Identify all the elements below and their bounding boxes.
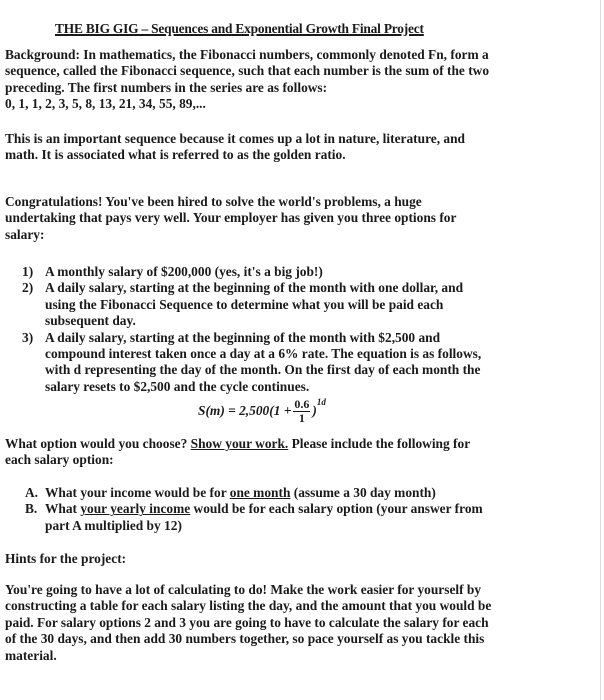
show-work-emphasis: Show your work. xyxy=(190,436,289,451)
salary-formula xyxy=(198,398,326,425)
option-text: A monthly salary of $200,000 (yes, it's a big job!) xyxy=(45,264,323,279)
salary-option xyxy=(5,330,495,396)
item-text: What xyxy=(45,501,81,517)
salary-options-list xyxy=(5,264,495,395)
background-paragraph xyxy=(5,47,495,113)
deliverables-list xyxy=(5,485,495,534)
option-text: A daily salary, starting at the beginning of the month with $2,500 and compound interest taken once a day at a 6% rate. The equation is as follows, with d representing the day of the month. On the first day of each month the salary resets to $2,500 and the cycle continues. xyxy=(45,329,482,394)
formula-lhs: S(m) = 2,500(1 + xyxy=(198,403,292,419)
fraction-numerator: 0.6 xyxy=(294,397,310,411)
item-letter: B. xyxy=(25,501,38,517)
hints-paragraph: You're going to have a lot of calculating to do! Make the work easier for yourself by constructing a table for each salary listing the day, and the amount that you would be paid. For salary options 2 and 3 you are going to have to calculate the salary for each of the 30 days, and then add 30 numbers together, so pace yourself as you tackle this material. xyxy=(5,582,492,663)
document-title: THE BIG GIG – Sequences and Exponential Growth Final Project xyxy=(55,21,424,36)
congrats-paragraph: Congratulations! You've been hired to solve the world's problems, a huge undertaking that pays very well. Your employer has given you three options for salary: xyxy=(5,194,457,242)
question-paragraph xyxy=(5,436,495,469)
question-text-end: Please include the following for each salary option: xyxy=(5,436,470,468)
item-emphasis: one month xyxy=(229,485,291,500)
importance-paragraph: This is an important sequence because it comes up a lot in nature, literature, and math. It is associated what is referred to as the golden ratio. xyxy=(5,131,466,163)
salary-option xyxy=(5,264,495,280)
hints-heading: Hints for the project: xyxy=(5,551,127,566)
deliverable-item xyxy=(5,501,495,534)
option-number: 2) xyxy=(22,280,34,296)
item-text-end: (assume a 30 day month) xyxy=(290,485,436,500)
question-text: What option would you choose? xyxy=(5,436,191,451)
item-emphasis: your yearly income xyxy=(80,501,191,517)
formula-close: ) xyxy=(312,403,317,419)
option-number: 1) xyxy=(22,264,34,279)
item-text: What your income would be for xyxy=(45,485,230,500)
option-number: 3) xyxy=(22,329,34,345)
formula-fraction xyxy=(293,398,310,425)
option-text: A daily salary, starting at the beginning of the month with one dollar, and using the Fibonacci Sequence to determine what you will be paid each subsequent day. xyxy=(45,280,464,329)
background-text: Background: In mathematics, the Fibonacci numbers, commonly denoted Fn, form a sequence, called the Fibonacci sequence, such that each number is the sum of the two preceding. The first numbers in the series are as follows: xyxy=(5,47,490,95)
fibonacci-sequence: 0, 1, 1, 2, 3, 5, 8, 13, 21, 34, 55, 89,... xyxy=(5,96,206,112)
formula-exponent: 1d xyxy=(316,397,326,408)
salary-option xyxy=(5,280,495,329)
item-text-end: would be for each salary option (your answer from part A multiplied by 12) xyxy=(45,501,483,533)
fraction-denominator: 1 xyxy=(298,411,305,425)
item-letter: A. xyxy=(25,485,39,500)
deliverable-item xyxy=(5,485,495,501)
page-edge xyxy=(600,0,601,700)
